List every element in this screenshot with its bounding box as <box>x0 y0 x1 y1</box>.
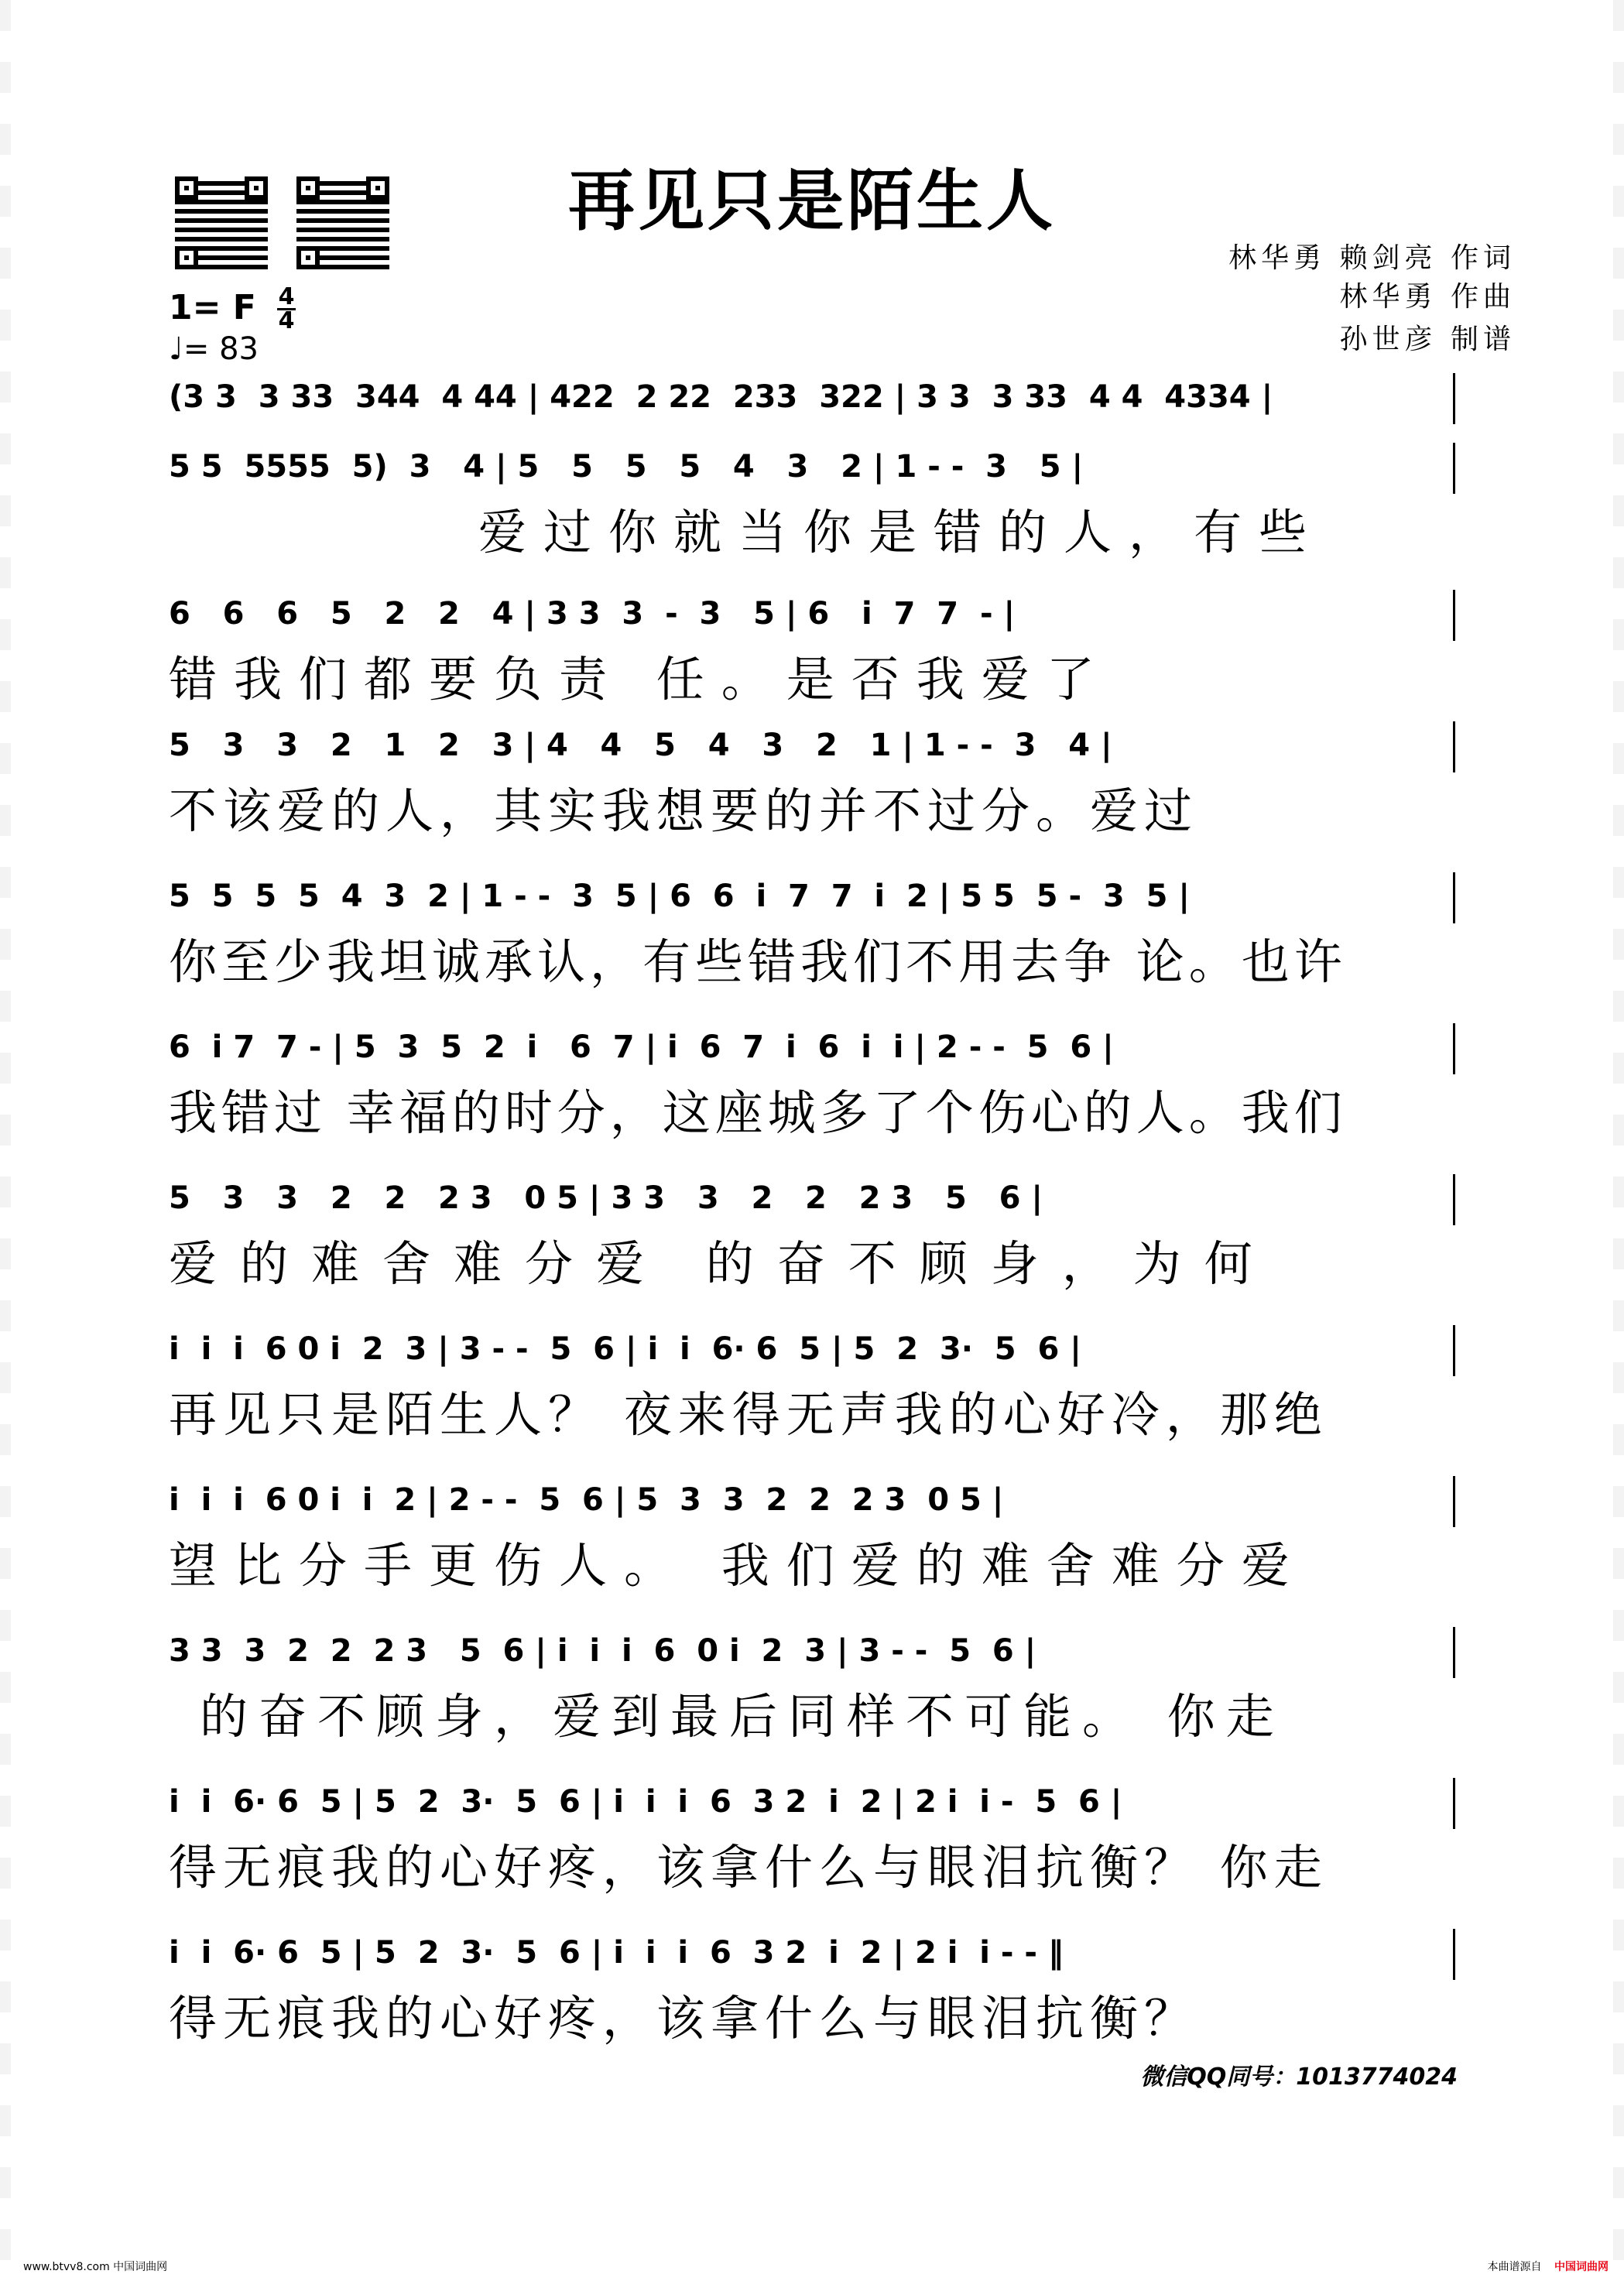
notation-line: i i i 6 0 i i 2 | 2 - - 5 6 | 5 3 3 2 2 2 3 0 5 | <box>169 1482 1004 1518</box>
bar-line <box>1453 721 1455 772</box>
lyric-line: 的奋不顾身，爱到最后同样不可能。 你走 <box>200 1688 1285 1745</box>
right-margin-watermark <box>1613 0 1624 2281</box>
bar-line <box>1453 1023 1455 1074</box>
bar-line <box>1453 1476 1455 1527</box>
bar-line <box>1453 1627 1455 1678</box>
footer-site-right <box>1488 2259 1609 2274</box>
notation-line: 5 3 3 2 1 2 3 | 4 4 5 4 3 2 1 | 1 - - 3 4 | <box>169 728 1112 763</box>
bar-line <box>1453 590 1455 641</box>
bar-line <box>1453 373 1455 424</box>
bar-line <box>1453 872 1455 923</box>
notation-line: 5 5 5555 5) 3 4 | 5 5 5 5 4 3 2 | 1 - - 3 5 | <box>169 449 1084 485</box>
lyricist-credit: 林华勇 赖剑亮 作词 <box>1228 242 1516 274</box>
notation-line: 6 i 7 7 - | 5 3 5 2 i 6 7 | i 6 7 i 6 i i | 2 - - 5 6 | <box>169 1029 1114 1065</box>
lyric-line: 你至少我坦诚承认，有些错我们不用去争 论。也许 <box>169 933 1347 990</box>
footer-site-left: www.btvv8.com 中国词曲网 <box>23 2261 168 2273</box>
song-title: 再见只是陌生人 <box>568 162 1056 240</box>
notation-line: (3 3 3 33 344 4 44 | 422 2 22 233 322 | 3 3 3 33 4 4 4334 | <box>169 379 1273 415</box>
notation-line: 6 6 6 5 2 2 4 | 3 3 3 - 3 5 | 6 i 7 7 - | <box>169 596 1016 632</box>
notation-line: 5 3 3 2 2 2 3 0 5 | 3 3 3 2 2 2 3 5 6 | <box>169 1180 1043 1216</box>
lyric-line: 不该爱的人，其实我想要的并不过分。爱过 <box>169 783 1199 839</box>
notation-line: i i i 6 0 i 2 3 | 3 - - 5 6 | i i 6· 6 5 | 5 2 3· 5 6 | <box>169 1331 1081 1367</box>
tempo-marking: ♩= 83 <box>169 331 259 367</box>
time-signature-bottom: 4 <box>278 307 295 334</box>
time-signature <box>277 283 296 334</box>
lyric-line: 我错过 幸福的时分，这座城多了个伤心的人。我们 <box>169 1084 1347 1141</box>
lyric-line: 爱的难舍难分爱 的奋不顾身，为何 <box>169 1235 1276 1292</box>
key-signature: 1= F <box>169 288 256 327</box>
footer-brand-link[interactable]: 中国词曲网 <box>1554 2261 1609 2273</box>
lyric-line: 得无痕我的心好疼，该拿什么与眼泪抗衡？ 你走 <box>169 1839 1328 1896</box>
notation-line: i i 6· 6 5 | 5 2 3· 5 6 | i i i 6 3 2 i 2 | 2 i i - - ‖ <box>169 1935 1064 1971</box>
lyric-line: 得无痕我的心好疼，该拿什么与眼泪抗衡？ <box>169 1990 1199 2046</box>
bar-line <box>1453 443 1455 494</box>
contact-info: 微信QQ同号：1013774024 <box>1140 2064 1458 2091</box>
notation-line: 5 5 5 5 4 3 2 | 1 - - 3 5 | 6 6 i 7 7 i 2 | 5 5 5 - 3 5 | <box>169 878 1190 914</box>
notation-line: i i 6· 6 5 | 5 2 3· 5 6 | i i i 6 3 2 i 2 | 2 i i - 5 6 | <box>169 1784 1122 1820</box>
arranger-credit: 孙世彦 制谱 <box>1339 324 1516 355</box>
bar-line <box>1453 1325 1455 1376</box>
lyric-line: 再见只是陌生人？ 夜来得无声我的心好冷，那绝 <box>169 1386 1328 1443</box>
time-signature-top: 4 <box>278 283 295 310</box>
left-margin-watermark <box>0 0 11 2281</box>
lyric-line: 错我们都要负责 任。是否我爱了 <box>169 651 1112 707</box>
lyric-line: 爱过你就当你是错的人，有些 <box>478 504 1324 560</box>
bar-line <box>1453 1929 1455 1980</box>
footer-source-text: 本曲谱源自 <box>1487 2261 1542 2273</box>
bar-line <box>1453 1174 1455 1225</box>
composer-credit: 林华勇 作曲 <box>1339 281 1516 313</box>
lyric-line: 望比分手更伤人。 我们爱的难舍难分爱 <box>169 1537 1307 1594</box>
bar-line <box>1453 1778 1455 1829</box>
notation-line: 3 3 3 2 2 2 3 5 6 | i i i 6 0 i 2 3 | 3 - - 5 6 | <box>169 1633 1036 1669</box>
